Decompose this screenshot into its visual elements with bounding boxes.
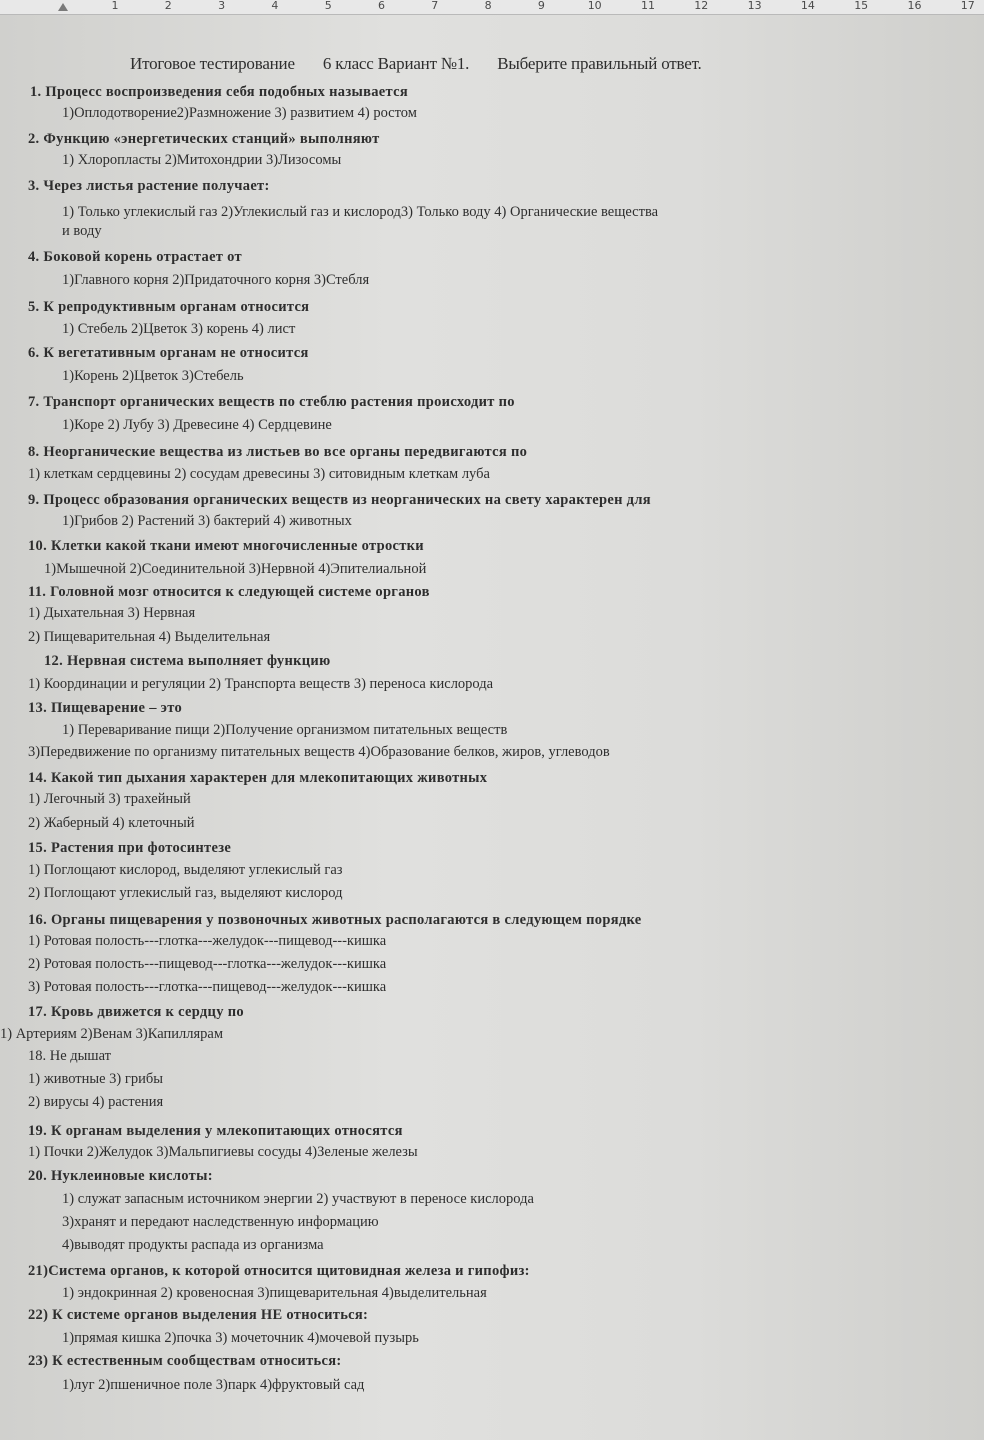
answer-options: 1) эндокринная 2) кровеносная 3)пищеварительная 4)выделительная	[62, 1285, 487, 1301]
answer-options: 1) Только углекислый газ 2)Углекислый газ и кислород3) Только воду 4) Органические вещества	[62, 204, 659, 220]
question-heading: 15. Растения при фотосинтезе	[28, 840, 232, 856]
ruler-number: 2	[164, 0, 172, 12]
answer-options: 2) вирусы 4) растения	[28, 1094, 164, 1110]
ruler-number: 9	[537, 0, 545, 12]
answer-options: 2) Поглощают углекислый газ, выделяют кислород	[28, 885, 343, 901]
answer-options: 3)хранят и передают наследственную информацию	[62, 1214, 379, 1230]
question-heading: 12. Нервная система выполняет функцию	[44, 653, 331, 669]
answer-options: 1)Коре 2) Лубу 3) Древесине 4) Сердцевине	[62, 417, 332, 433]
ruler-number: 14	[800, 0, 815, 12]
answer-options: 1)Грибов 2) Растений 3) бактерий 4) животных	[62, 513, 352, 529]
answer-options: 1)Мышечной 2)Соединительной 3)Нервной 4)Эпителиальной	[44, 561, 427, 577]
question-heading: 14. Какой тип дыхания характерен для млекопитающих животных	[28, 770, 488, 786]
ruler	[0, 0, 984, 15]
question-heading: 2. Функцию «энергетических станций» выполняют	[28, 131, 380, 147]
answer-options: 1)прямая кишка 2)почка 3) мочеточник 4)мочевой пузырь	[62, 1330, 419, 1346]
answer-options: 2) Ротовая полость---пищевод---глотка---желудок---кишка	[28, 956, 387, 972]
answer-options: 1) служат запасным источником энергии 2) участвуют в переносе кислорода	[62, 1191, 534, 1207]
answer-options: 1)Корень 2)Цветок 3)Стебель	[62, 368, 244, 384]
question-heading: 1. Процесс воспроизведения себя подобных называется	[30, 84, 408, 100]
ruler-number: 12	[694, 0, 709, 12]
question-heading: 19. К органам выделения у млекопитающих относятся	[28, 1123, 403, 1139]
answer-options: 1) животные 3) грибы	[28, 1071, 163, 1087]
question-heading: 16. Органы пищеварения у позвоночных животных располагаются в следующем порядке	[28, 912, 642, 928]
ruler-number: 7	[431, 0, 439, 12]
answer-options: 3)Передвижение по организму питательных веществ 4)Образование белков, жиров, углеводов	[28, 744, 610, 760]
ruler-number: 13	[747, 0, 762, 12]
ruler-number: 4	[271, 0, 279, 12]
title-part-1: Итоговое тестирование	[130, 54, 295, 73]
question-heading: 3. Через листья растение получает:	[28, 178, 270, 194]
answer-options: 2) Пищеварительная 4) Выделительная	[28, 629, 271, 645]
answer-options: 1) Поглощают кислород, выделяют углекислый газ	[28, 862, 343, 878]
answer-options: 1) клеткам сердцевины 2) сосудам древесины 3) ситовидным клеткам луба	[28, 466, 490, 482]
question-heading: 4. Боковой корень отрастает от	[28, 249, 242, 265]
title-part-2: 6 класс Вариант №1.	[322, 54, 470, 73]
ruler-number: 6	[378, 0, 385, 12]
answer-options: 1) Легочный 3) трахейный	[28, 791, 191, 807]
question-heading: 5. К репродуктивным органам относится	[28, 299, 310, 315]
answer-options: 2) Жаберный 4) клеточный	[28, 815, 195, 831]
answer-options: 3) Ротовая полость---глотка---пищевод---желудок---кишка	[28, 979, 387, 995]
question-heading: 6. К вегетативным органам не относится	[28, 345, 309, 361]
ruler-number: 5	[324, 0, 332, 12]
question-heading: 17. Кровь движется к сердцу по	[28, 1004, 244, 1020]
answer-options: 1) Координации и регуляции 2) Транспорта веществ 3) переноса кислорода	[28, 676, 494, 692]
question-heading: 21)Система органов, к которой относится щитовидная железа и гипофиз:	[28, 1263, 530, 1279]
answer-options: 1) Дыхательная 3) Нервная	[28, 605, 196, 621]
ruler-number: 11	[641, 0, 655, 12]
answer-options: 1) Почки 2)Желудок 3)Мальпигиевы сосуды 4)Зеленые железы	[28, 1144, 418, 1160]
ruler-number: 17	[960, 0, 975, 12]
answer-options: 1) Хлоропласты 2)Митохондрии 3)Лизосомы	[62, 152, 342, 168]
answer-options: 1) Ротовая полость---глотка---желудок---пищевод---кишка	[28, 933, 387, 949]
ruler-number: 10	[587, 0, 602, 12]
question-heading: 9. Процесс образования органических веществ из неорганических на свету характерен для	[28, 492, 651, 508]
question-heading: 8. Неорганические вещества из листьев во все органы передвигаются по	[28, 444, 528, 460]
question-heading: 13. Пищеварение – это	[28, 700, 183, 716]
answer-options: 1) Стебель 2)Цветок 3) корень 4) лист	[62, 321, 296, 337]
answer-options: 1) Артериям 2)Венам 3)Капиллярам	[0, 1026, 223, 1042]
ruler-number: 8	[484, 0, 492, 12]
question-heading: 23) К естественным сообществам относиться:	[28, 1353, 342, 1369]
answer-options: 1) Переваривание пищи 2)Получение организмом питательных веществ	[62, 722, 508, 738]
answer-options: 1)луг 2)пшеничное поле 3)парк 4)фруктовый сад	[62, 1377, 365, 1393]
page-title	[130, 54, 726, 74]
question-heading: 20. Нуклеиновые кислоты:	[28, 1168, 213, 1184]
answer-options: 1)Главного корня 2)Придаточного корня 3)Стебля	[62, 272, 370, 288]
ruler-number: 16	[907, 0, 922, 12]
ruler-number: 1	[111, 0, 119, 12]
answer-options: и воду	[62, 223, 102, 239]
question-heading: 7. Транспорт органических веществ по стеблю растения происходит по	[28, 394, 515, 410]
answer-options: 1)Оплодотворение2)Размножение 3) развитием 4) ростом	[62, 105, 417, 121]
question-heading: 10. Клетки какой ткани имеют многочисленные отростки	[28, 538, 424, 554]
question-heading: 22) К системе органов выделения НЕ относиться:	[28, 1307, 369, 1323]
ruler-indent-marker[interactable]	[58, 3, 68, 11]
title-part-3: Выберите правильный ответ.	[497, 54, 702, 73]
answer-options: 4)выводят продукты распада из организма	[62, 1237, 324, 1253]
ruler-number: 3	[218, 0, 226, 12]
question-heading: 11. Головной мозг относится к следующей системе органов	[28, 584, 430, 600]
answer-options: 18. Не дышат	[28, 1048, 111, 1064]
ruler-number: 15	[854, 0, 869, 12]
